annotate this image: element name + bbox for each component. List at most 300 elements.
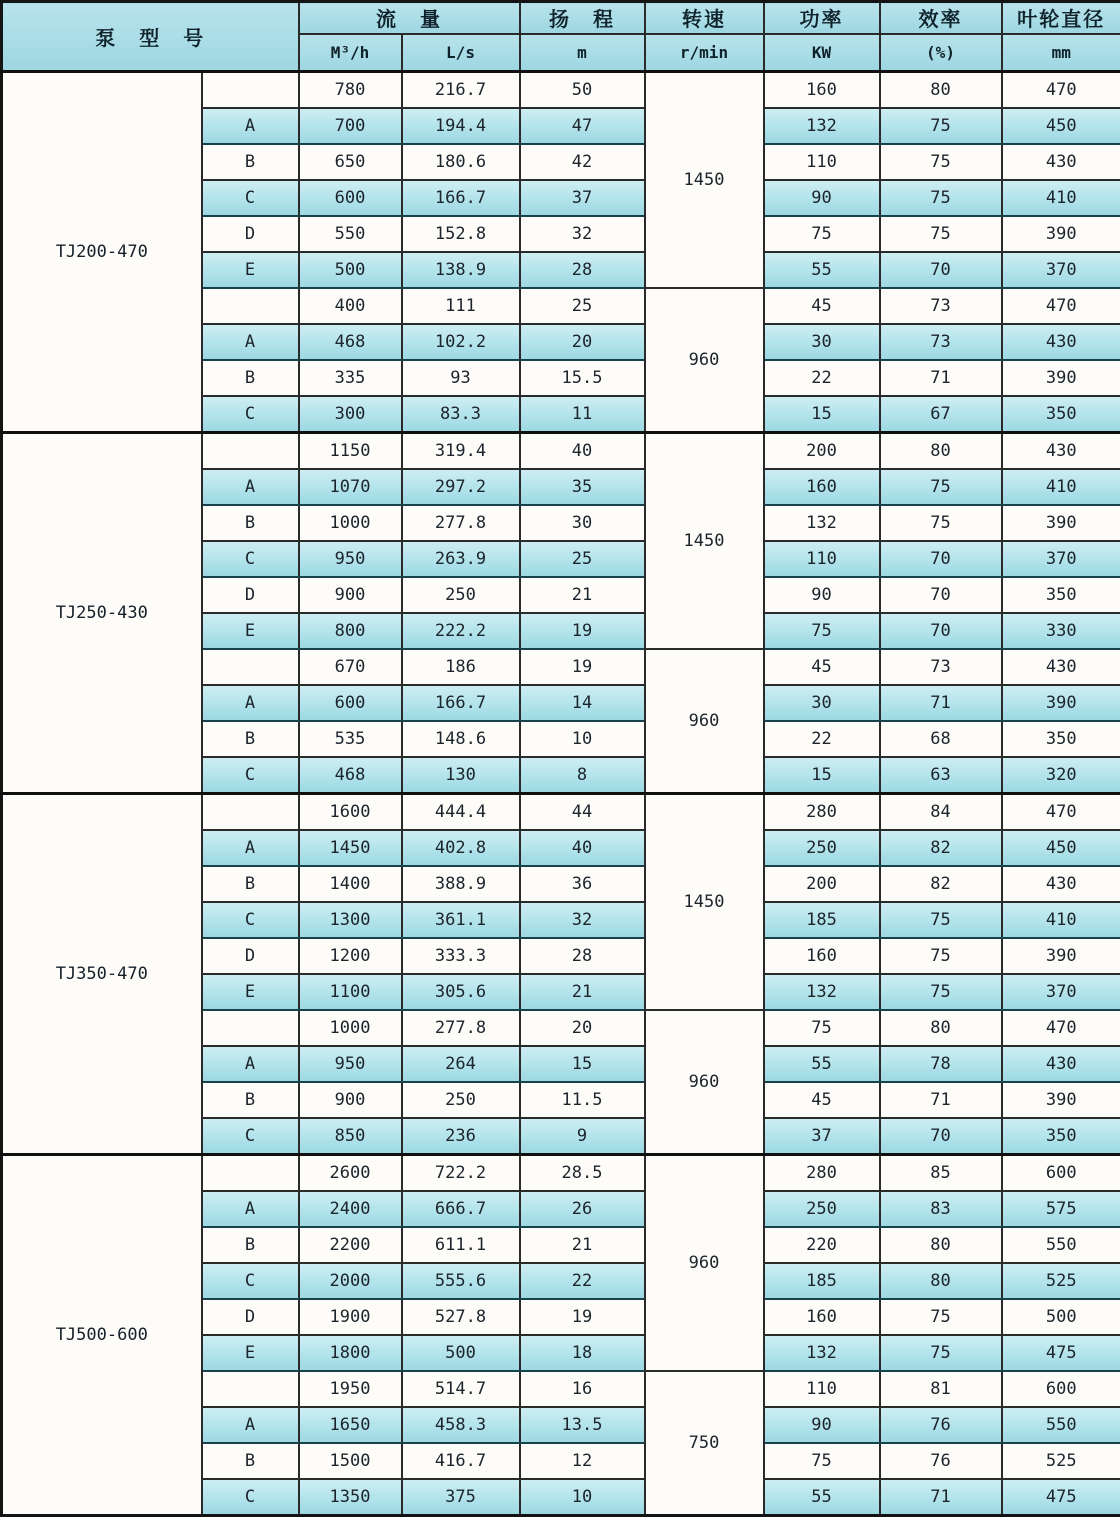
variant-cell: C	[202, 1263, 299, 1299]
efficiency-cell: 75	[880, 216, 1002, 252]
efficiency-cell: 70	[880, 577, 1002, 613]
variant-cell: E	[202, 613, 299, 649]
flow-ls-cell: 444.4	[402, 794, 520, 831]
power-cell: 15	[764, 757, 880, 794]
head-cell: 20	[520, 1010, 645, 1046]
diameter-cell: 470	[1002, 794, 1120, 831]
head-cell: 20	[520, 324, 645, 360]
efficiency-cell: 78	[880, 1046, 1002, 1082]
variant-cell: B	[202, 505, 299, 541]
diameter-cell: 410	[1002, 469, 1120, 505]
power-cell: 132	[764, 505, 880, 541]
efficiency-cell: 75	[880, 1299, 1002, 1335]
flow-m3h-cell: 1200	[299, 938, 402, 974]
efficiency-cell: 71	[880, 685, 1002, 721]
head-cell: 47	[520, 108, 645, 144]
power-cell: 30	[764, 685, 880, 721]
speed-cell: 750	[645, 1371, 764, 1516]
diameter-cell: 390	[1002, 216, 1120, 252]
flow-ls-cell: 264	[402, 1046, 520, 1082]
flow-m3h-cell: 800	[299, 613, 402, 649]
variant-cell: A	[202, 1407, 299, 1443]
flow-ls-cell: 111	[402, 288, 520, 324]
flow-ls-cell: 152.8	[402, 216, 520, 252]
head-cell: 16	[520, 1371, 645, 1407]
efficiency-cell: 70	[880, 613, 1002, 649]
unit-m: m	[520, 34, 645, 72]
diameter-cell: 470	[1002, 288, 1120, 324]
variant-cell: A	[202, 685, 299, 721]
head-cell: 11	[520, 396, 645, 433]
variant-cell: C	[202, 902, 299, 938]
variant-cell: A	[202, 1046, 299, 1082]
flow-m3h-cell: 550	[299, 216, 402, 252]
power-cell: 90	[764, 1407, 880, 1443]
power-cell: 185	[764, 902, 880, 938]
unit-kw: KW	[764, 34, 880, 72]
variant-cell: B	[202, 1227, 299, 1263]
power-cell: 200	[764, 866, 880, 902]
flow-ls-cell: 130	[402, 757, 520, 794]
variant-cell	[202, 72, 299, 109]
diameter-cell: 430	[1002, 144, 1120, 180]
head-cell: 21	[520, 577, 645, 613]
flow-ls-cell: 180.6	[402, 144, 520, 180]
diameter-cell: 550	[1002, 1227, 1120, 1263]
flow-m3h-cell: 2200	[299, 1227, 402, 1263]
power-cell: 37	[764, 1118, 880, 1155]
flow-m3h-cell: 1650	[299, 1407, 402, 1443]
efficiency-cell: 81	[880, 1371, 1002, 1407]
head-cell: 25	[520, 288, 645, 324]
diameter-cell: 430	[1002, 866, 1120, 902]
flow-ls-cell: 194.4	[402, 108, 520, 144]
variant-cell: A	[202, 830, 299, 866]
efficiency-cell: 73	[880, 324, 1002, 360]
power-cell: 185	[764, 1263, 880, 1299]
variant-cell: A	[202, 324, 299, 360]
variant-cell: E	[202, 252, 299, 288]
variant-cell: B	[202, 721, 299, 757]
diameter-cell: 575	[1002, 1191, 1120, 1227]
flow-m3h-cell: 300	[299, 396, 402, 433]
diameter-cell: 390	[1002, 685, 1120, 721]
variant-cell: A	[202, 108, 299, 144]
flow-m3h-cell: 500	[299, 252, 402, 288]
diameter-cell: 430	[1002, 1046, 1120, 1082]
diameter-cell: 350	[1002, 577, 1120, 613]
efficiency-cell: 82	[880, 866, 1002, 902]
variant-cell: C	[202, 1118, 299, 1155]
flow-m3h-cell: 1500	[299, 1443, 402, 1479]
power-cell: 250	[764, 830, 880, 866]
flow-m3h-cell: 468	[299, 324, 402, 360]
efficiency-cell: 63	[880, 757, 1002, 794]
power-cell: 110	[764, 144, 880, 180]
efficiency-cell: 80	[880, 72, 1002, 109]
diameter-cell: 470	[1002, 72, 1120, 109]
header-flow: 流 量	[299, 2, 520, 34]
flow-m3h-cell: 2000	[299, 1263, 402, 1299]
flow-m3h-cell: 2400	[299, 1191, 402, 1227]
variant-cell	[202, 1371, 299, 1407]
diameter-cell: 410	[1002, 180, 1120, 216]
flow-ls-cell: 666.7	[402, 1191, 520, 1227]
flow-m3h-cell: 1000	[299, 505, 402, 541]
head-cell: 19	[520, 1299, 645, 1335]
variant-cell: B	[202, 866, 299, 902]
flow-m3h-cell: 1600	[299, 794, 402, 831]
flow-ls-cell: 277.8	[402, 1010, 520, 1046]
head-cell: 11.5	[520, 1082, 645, 1118]
speed-cell: 960	[645, 1155, 764, 1372]
power-cell: 90	[764, 180, 880, 216]
flow-ls-cell: 148.6	[402, 721, 520, 757]
flow-ls-cell: 216.7	[402, 72, 520, 109]
head-cell: 28	[520, 252, 645, 288]
flow-m3h-cell: 780	[299, 72, 402, 109]
efficiency-cell: 73	[880, 288, 1002, 324]
head-cell: 10	[520, 1479, 645, 1516]
variant-cell: D	[202, 577, 299, 613]
efficiency-cell: 70	[880, 252, 1002, 288]
variant-cell: B	[202, 144, 299, 180]
variant-cell: D	[202, 1299, 299, 1335]
head-cell: 28.5	[520, 1155, 645, 1192]
head-cell: 21	[520, 1227, 645, 1263]
diameter-cell: 410	[1002, 902, 1120, 938]
efficiency-cell: 71	[880, 1082, 1002, 1118]
variant-cell	[202, 433, 299, 470]
flow-ls-cell: 297.2	[402, 469, 520, 505]
head-cell: 19	[520, 649, 645, 685]
flow-m3h-cell: 700	[299, 108, 402, 144]
flow-m3h-cell: 535	[299, 721, 402, 757]
head-cell: 21	[520, 974, 645, 1010]
flow-ls-cell: 458.3	[402, 1407, 520, 1443]
speed-cell: 1450	[645, 72, 764, 289]
variant-cell: B	[202, 1443, 299, 1479]
head-cell: 50	[520, 72, 645, 109]
unit-m3h: M³/h	[299, 34, 402, 72]
efficiency-cell: 71	[880, 360, 1002, 396]
flow-m3h-cell: 600	[299, 685, 402, 721]
model-cell: TJ200-470	[2, 72, 202, 433]
head-cell: 15	[520, 1046, 645, 1082]
power-cell: 75	[764, 613, 880, 649]
flow-ls-cell: 138.9	[402, 252, 520, 288]
flow-m3h-cell: 1950	[299, 1371, 402, 1407]
speed-cell: 960	[645, 288, 764, 433]
head-cell: 32	[520, 216, 645, 252]
diameter-cell: 320	[1002, 757, 1120, 794]
speed-cell: 1450	[645, 794, 764, 1011]
flow-ls-cell: 102.2	[402, 324, 520, 360]
power-cell: 90	[764, 577, 880, 613]
head-cell: 37	[520, 180, 645, 216]
header-efficiency: 效率	[880, 2, 1002, 34]
efficiency-cell: 67	[880, 396, 1002, 433]
flow-m3h-cell: 1150	[299, 433, 402, 470]
diameter-cell: 390	[1002, 1082, 1120, 1118]
header-model: 泵 型 号	[2, 2, 299, 72]
diameter-cell: 370	[1002, 974, 1120, 1010]
head-cell: 28	[520, 938, 645, 974]
head-cell: 15.5	[520, 360, 645, 396]
head-cell: 40	[520, 433, 645, 470]
header-head: 扬 程	[520, 2, 645, 34]
flow-m3h-cell: 1350	[299, 1479, 402, 1516]
speed-cell: 1450	[645, 433, 764, 650]
flow-m3h-cell: 1400	[299, 866, 402, 902]
efficiency-cell: 85	[880, 1155, 1002, 1192]
flow-ls-cell: 611.1	[402, 1227, 520, 1263]
flow-m3h-cell: 335	[299, 360, 402, 396]
diameter-cell: 470	[1002, 1010, 1120, 1046]
power-cell: 200	[764, 433, 880, 470]
efficiency-cell: 76	[880, 1443, 1002, 1479]
table-body	[2, 72, 1120, 1516]
head-cell: 26	[520, 1191, 645, 1227]
flow-m3h-cell: 1800	[299, 1335, 402, 1371]
efficiency-cell: 75	[880, 938, 1002, 974]
speed-cell: 960	[645, 1010, 764, 1155]
diameter-cell: 525	[1002, 1263, 1120, 1299]
model-cell: TJ500-600	[2, 1155, 202, 1516]
diameter-cell: 430	[1002, 433, 1120, 470]
power-cell: 280	[764, 1155, 880, 1192]
flow-ls-cell: 333.3	[402, 938, 520, 974]
variant-cell: B	[202, 360, 299, 396]
efficiency-cell: 73	[880, 649, 1002, 685]
flow-ls-cell: 500	[402, 1335, 520, 1371]
flow-m3h-cell: 900	[299, 1082, 402, 1118]
head-cell: 30	[520, 505, 645, 541]
power-cell: 160	[764, 938, 880, 974]
head-cell: 25	[520, 541, 645, 577]
head-cell: 9	[520, 1118, 645, 1155]
diameter-cell: 390	[1002, 938, 1120, 974]
efficiency-cell: 80	[880, 1010, 1002, 1046]
flow-m3h-cell: 900	[299, 577, 402, 613]
diameter-cell: 370	[1002, 541, 1120, 577]
flow-m3h-cell: 600	[299, 180, 402, 216]
flow-ls-cell: 166.7	[402, 180, 520, 216]
variant-cell: C	[202, 396, 299, 433]
flow-ls-cell: 83.3	[402, 396, 520, 433]
power-cell: 280	[764, 794, 880, 831]
flow-ls-cell: 319.4	[402, 433, 520, 470]
diameter-cell: 600	[1002, 1155, 1120, 1192]
head-cell: 12	[520, 1443, 645, 1479]
table-header	[2, 2, 1120, 72]
unit-rpm: r/min	[645, 34, 764, 72]
diameter-cell: 450	[1002, 108, 1120, 144]
efficiency-cell: 70	[880, 541, 1002, 577]
flow-m3h-cell: 468	[299, 757, 402, 794]
head-cell: 10	[520, 721, 645, 757]
power-cell: 220	[764, 1227, 880, 1263]
variant-cell: D	[202, 938, 299, 974]
speed-cell: 960	[645, 649, 764, 794]
flow-ls-cell: 375	[402, 1479, 520, 1516]
power-cell: 160	[764, 72, 880, 109]
diameter-cell: 350	[1002, 1118, 1120, 1155]
head-cell: 40	[520, 830, 645, 866]
diameter-cell: 525	[1002, 1443, 1120, 1479]
efficiency-cell: 80	[880, 1263, 1002, 1299]
head-cell: 22	[520, 1263, 645, 1299]
flow-ls-cell: 416.7	[402, 1443, 520, 1479]
flow-ls-cell: 361.1	[402, 902, 520, 938]
head-cell: 35	[520, 469, 645, 505]
variant-cell: A	[202, 1191, 299, 1227]
flow-ls-cell: 722.2	[402, 1155, 520, 1192]
efficiency-cell: 75	[880, 505, 1002, 541]
power-cell: 15	[764, 396, 880, 433]
diameter-cell: 550	[1002, 1407, 1120, 1443]
head-cell: 18	[520, 1335, 645, 1371]
flow-m3h-cell: 1070	[299, 469, 402, 505]
diameter-cell: 430	[1002, 324, 1120, 360]
power-cell: 75	[764, 1443, 880, 1479]
flow-m3h-cell: 1300	[299, 902, 402, 938]
flow-ls-cell: 277.8	[402, 505, 520, 541]
diameter-cell: 500	[1002, 1299, 1120, 1335]
head-cell: 19	[520, 613, 645, 649]
flow-ls-cell: 186	[402, 649, 520, 685]
variant-cell: E	[202, 974, 299, 1010]
power-cell: 132	[764, 1335, 880, 1371]
header-power: 功率	[764, 2, 880, 34]
model-cell: TJ350-470	[2, 794, 202, 1155]
power-cell: 110	[764, 541, 880, 577]
flow-ls-cell: 222.2	[402, 613, 520, 649]
diameter-cell: 475	[1002, 1479, 1120, 1516]
power-cell: 22	[764, 721, 880, 757]
flow-m3h-cell: 1000	[299, 1010, 402, 1046]
power-cell: 132	[764, 974, 880, 1010]
diameter-cell: 370	[1002, 252, 1120, 288]
power-cell: 55	[764, 1046, 880, 1082]
diameter-cell: 390	[1002, 360, 1120, 396]
efficiency-cell: 75	[880, 180, 1002, 216]
efficiency-cell: 75	[880, 144, 1002, 180]
efficiency-cell: 83	[880, 1191, 1002, 1227]
variant-cell: C	[202, 1479, 299, 1516]
head-cell: 32	[520, 902, 645, 938]
flow-ls-cell: 166.7	[402, 685, 520, 721]
power-cell: 45	[764, 288, 880, 324]
power-cell: 22	[764, 360, 880, 396]
flow-ls-cell: 527.8	[402, 1299, 520, 1335]
variant-cell: C	[202, 180, 299, 216]
variant-cell: C	[202, 757, 299, 794]
variant-cell	[202, 649, 299, 685]
power-cell: 110	[764, 1371, 880, 1407]
flow-ls-cell: 514.7	[402, 1371, 520, 1407]
flow-m3h-cell: 950	[299, 1046, 402, 1082]
flow-ls-cell: 93	[402, 360, 520, 396]
power-cell: 75	[764, 216, 880, 252]
head-cell: 14	[520, 685, 645, 721]
table-row	[2, 433, 1120, 470]
flow-ls-cell: 402.8	[402, 830, 520, 866]
efficiency-cell: 75	[880, 974, 1002, 1010]
flow-m3h-cell: 650	[299, 144, 402, 180]
variant-cell	[202, 794, 299, 831]
unit-ls: L/s	[402, 34, 520, 72]
model-cell: TJ250-430	[2, 433, 202, 794]
power-cell: 45	[764, 649, 880, 685]
variant-cell: B	[202, 1082, 299, 1118]
efficiency-cell: 76	[880, 1407, 1002, 1443]
flow-ls-cell: 250	[402, 1082, 520, 1118]
table-row	[2, 794, 1120, 831]
flow-ls-cell: 555.6	[402, 1263, 520, 1299]
flow-m3h-cell: 950	[299, 541, 402, 577]
efficiency-cell: 75	[880, 108, 1002, 144]
head-cell: 42	[520, 144, 645, 180]
flow-m3h-cell: 2600	[299, 1155, 402, 1192]
table-row	[2, 72, 1120, 109]
flow-m3h-cell: 400	[299, 288, 402, 324]
efficiency-cell: 75	[880, 469, 1002, 505]
power-cell: 30	[764, 324, 880, 360]
variant-cell: D	[202, 216, 299, 252]
head-cell: 36	[520, 866, 645, 902]
flow-m3h-cell: 1100	[299, 974, 402, 1010]
header-diameter: 叶轮直径	[1002, 2, 1120, 34]
head-cell: 44	[520, 794, 645, 831]
head-cell: 8	[520, 757, 645, 794]
diameter-cell: 350	[1002, 721, 1120, 757]
flow-m3h-cell: 1450	[299, 830, 402, 866]
diameter-cell: 330	[1002, 613, 1120, 649]
flow-m3h-cell: 1900	[299, 1299, 402, 1335]
efficiency-cell: 70	[880, 1118, 1002, 1155]
efficiency-cell: 82	[880, 830, 1002, 866]
flow-m3h-cell: 670	[299, 649, 402, 685]
diameter-cell: 475	[1002, 1335, 1120, 1371]
variant-cell: A	[202, 469, 299, 505]
head-cell: 13.5	[520, 1407, 645, 1443]
variant-cell	[202, 1155, 299, 1192]
flow-m3h-cell: 850	[299, 1118, 402, 1155]
flow-ls-cell: 250	[402, 577, 520, 613]
power-cell: 55	[764, 252, 880, 288]
power-cell: 45	[764, 1082, 880, 1118]
efficiency-cell: 80	[880, 1227, 1002, 1263]
efficiency-cell: 75	[880, 1335, 1002, 1371]
table-row	[2, 1155, 1120, 1192]
diameter-cell: 390	[1002, 505, 1120, 541]
efficiency-cell: 68	[880, 721, 1002, 757]
unit-mm: mm	[1002, 34, 1120, 72]
diameter-cell: 600	[1002, 1371, 1120, 1407]
power-cell: 132	[764, 108, 880, 144]
diameter-cell: 430	[1002, 649, 1120, 685]
variant-cell	[202, 288, 299, 324]
power-cell: 160	[764, 1299, 880, 1335]
variant-cell: E	[202, 1335, 299, 1371]
efficiency-cell: 84	[880, 794, 1002, 831]
flow-ls-cell: 263.9	[402, 541, 520, 577]
flow-ls-cell: 305.6	[402, 974, 520, 1010]
power-cell: 75	[764, 1010, 880, 1046]
efficiency-cell: 75	[880, 902, 1002, 938]
header-speed: 转速	[645, 2, 764, 34]
